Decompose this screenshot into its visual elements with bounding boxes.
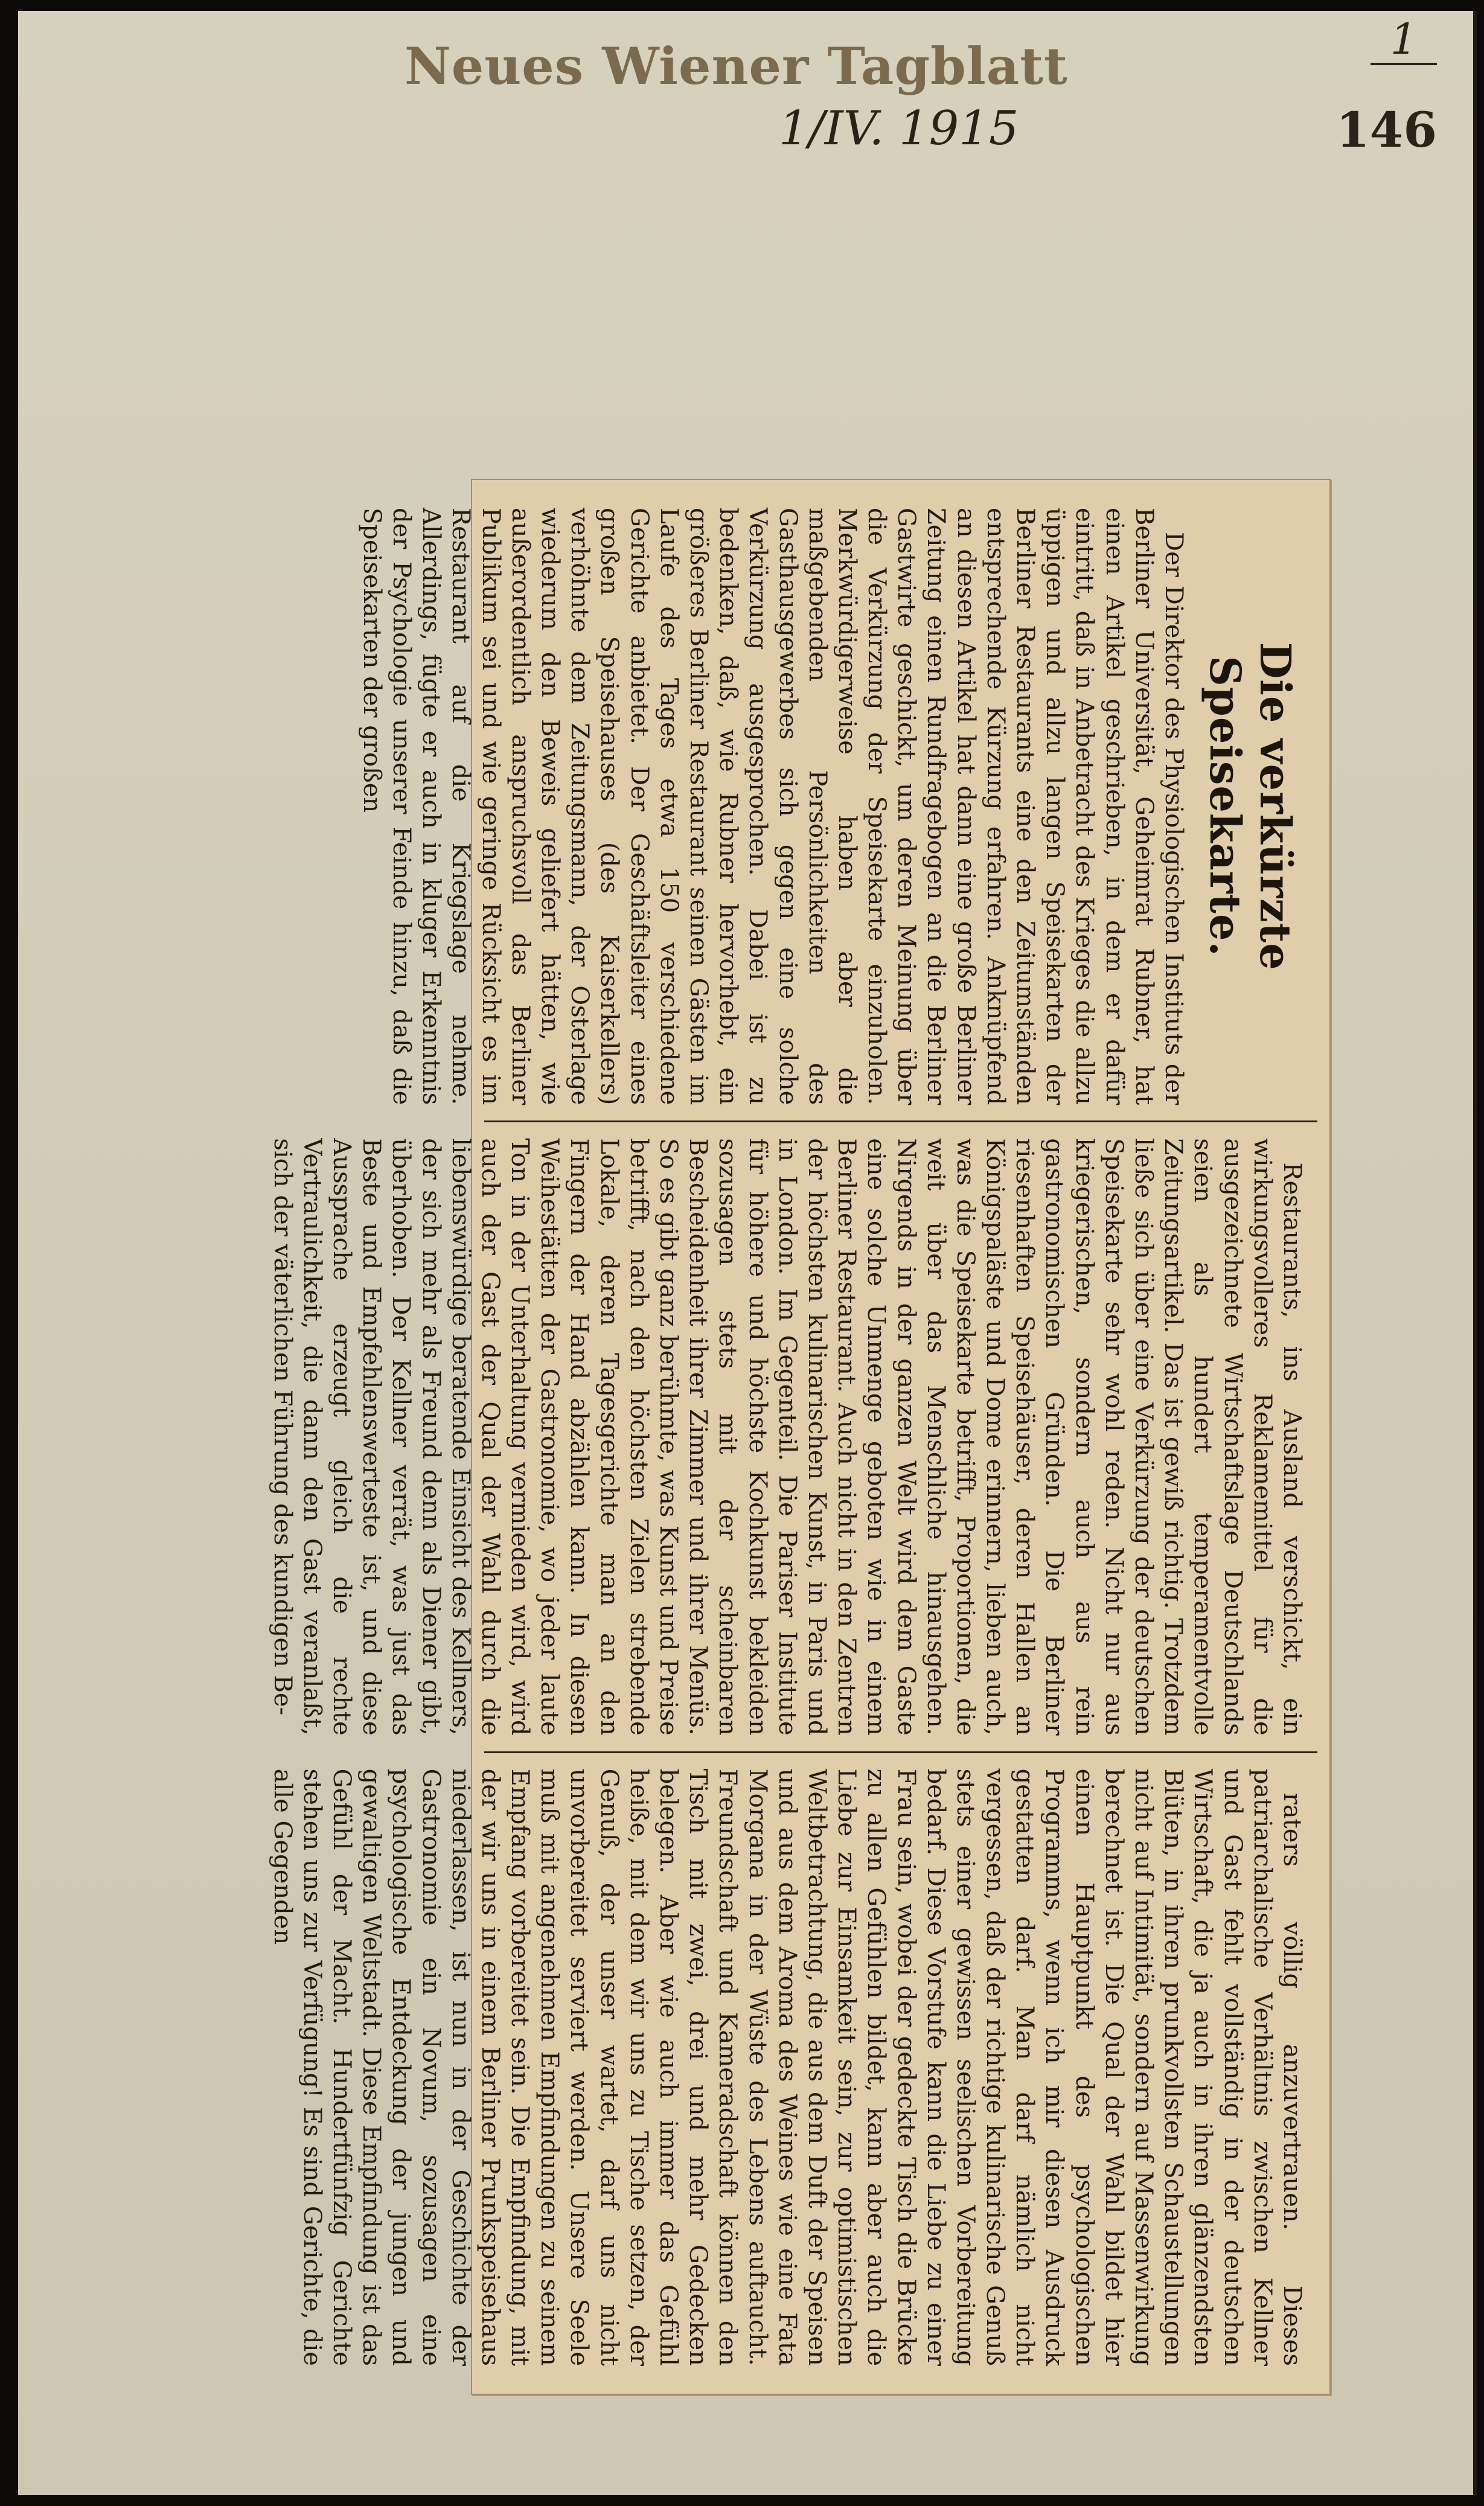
article-column-1: [357, 492, 1317, 1120]
page-number: 146: [1336, 101, 1437, 158]
newspaper-clipping: [268, 479, 1331, 2395]
handwritten-date: 1/IV. 1915: [779, 101, 1019, 156]
publication-stamp: Neues Wiener Tagblatt: [405, 36, 1068, 96]
column-text: raters völlig anzuvertrauen. Dieses patriarchalische Verhältnis zwischen Kellner und Gast fehlt vollständig in der deutschen Wirtschaft, die ja auch in ihren glänzendsten Blüten, in ihren prunkvollsten Schaustellungen nicht auf Intimität, sondern auf Massenwirkung berechnet ist. Die Qual der Wahl bildet hier einen Hauptpunkt des psychologischen Programms, wenn ich mir diesen Ausdruck gestatten darf. Man darf nämlich nicht vergessen, daß der richtige kulinarische Genuß stets einer gewissen seelischen Vorbereitung bedarf. Diese Vorstufe kann die Liebe zu einer Frau sein, wobei der gedeckte Tisch die Brücke zu allen Gefühlen bildet, kann aber auch die Liebe zur Einsamkeit sein, zur optimistischen Weltbetrachtung, die aus dem Duft der Speisen und aus dem Aroma des Weines wie eine Fata Morgana in der Wüste des Lebens auftaucht. Freundschaft und Kameradschaft können den Tisch mit zwei, drei und mehr Gedecken belegen. Aber wie auch immer das Gefühl heiße, mit dem wir uns zu Tische setzen, der Genuß, der unser wartet, darf uns nicht unvorbereitet serviert werden. Unsere Seele muß mit angenehmen Empfindungen zu seinem Empfang vorbereitet sein. Die Empfindung, mit der wir uns in einem Berliner Prunkspeisehaus niederlassen, ist nun in der Geschichte der Gastronomie ein Novum, sozusagen eine psychologische Entdeckung der jungen und gewaltigen Weltstadt. Diese Empfindung ist das Gefühl der Macht. Hundertfünfzig Gerichte stehen uns zur Verfügung! Es sind Gerichte, die alle Gegenden: [268, 1768, 1306, 2366]
column-text: Der Direktor des Physiologischen Instituts der Berliner Universität, Geheimrat Rubner, hat einen Artikel geschrieben, in dem er dafür eintritt, daß in Anbetracht des Krieges die allzu üppigen und allzu langen Speisekarten der Berliner Restaurants eine den Zeitumständen entsprechende Kürzung erfahren. Anknüpfend an diesen Artikel hat dann eine große Berliner Zeitung einen Rundfragebogen an die Berliner Gastwirte geschickt, um deren Meinung über die Verkürzung der Speisekarte einzuholen. Merkwürdigerweise haben aber die maßgebenden Persönlichkeiten des Gasthausgewerbes sich gegen eine solche Verkürzung ausgesprochen. Dabei ist zu bedenken, daß, wie Rubner hervorhebt, ein größeres Berliner Restaurant seinen Gästen im Laufe des Tages etwa 150 verschiedene Gerichte anbietet. Der Geschäftsleiter eines großen Speisehauses (des Kaiserkellers) verhöhnte dem Zeitungsmann, der Osterlage wiederum den Beweis geliefert hätten, wie außerordentlich anspruchsvoll das Berliner Publikum sei und wie geringe Rücksicht es im Restaurant auf die Kriegslage nehme. Allerdings, fügte er auch in kluger Erkenntnis der Psychologie unserer Feinde hinzu, daß die Speisekarten der großen: [357, 508, 1188, 1105]
archive-sheet: [18, 11, 1477, 2495]
article-title: Die verkürzte Speisekarte.: [1200, 642, 1300, 971]
column-text: Restaurants, ins Ausland verschickt, ein wirkungsvolleres Reklamemittel für die ausgezeichnete Wirtschaftslage Deutschlands seien als hundert temperamentvolle Zeitungsartikel. Das ist gewiß richtig. Trotzdem ließe sich über eine Verkürzung der deutschen Speisekarte sehr wohl reden. Nicht nur aus kriegerischen, sondern auch aus rein gastronomischen Gründen. Die Berliner riesenhaften Speisehäuser, deren Hallen an Königspaläste und Dome erinnern, lieben auch, was die Speisekarte betrifft, Proportionen, die weit über das Menschliche hinausgehen. Nirgends in der ganzen Welt wird dem Gaste eine solche Unmenge geboten wie in einem Berliner Restaurant. Auch nicht in den Zentren der höchsten kulinarischen Kunst, in Paris und in London. Im Gegenteil. Die Pariser Institute für höhere und höchste Kochkunst bekleiden sozusagen stets mit der scheinbaren Bescheidenheit ihrer Zimmer und ihrer Menüs. So es gibt ganz berühmte, was Kunst und Preise betrifft, nach den höchsten Zielen strebende Lokale, deren Tagesgerichte man an den Fingern der Hand abzählen kann. In diesen Weihestätten der Gastronomie, wo jeder laute Ton in der Unterhaltung vermieden wird, wird auch der Gast der Qual der Wahl durch die liebenswürdige beratende Einsicht des Kellners, der sich mehr als Freund denn als Diener gibt, überhoben. Der Kellner verrät, was just das Beste und Empfehlenswerteste ist, und diese Aussprache erzeugt gleich die rechte Vertraulichkeit, die dann den Gast veranlaßt, sich der väterlichen Führung des kundigen Be-: [268, 1138, 1306, 1736]
clipping-text-block: [268, 492, 1317, 2382]
article-column-3: [268, 1751, 1317, 2382]
article-column-2: [268, 1120, 1317, 1751]
sheet-number: 1: [1370, 14, 1437, 65]
